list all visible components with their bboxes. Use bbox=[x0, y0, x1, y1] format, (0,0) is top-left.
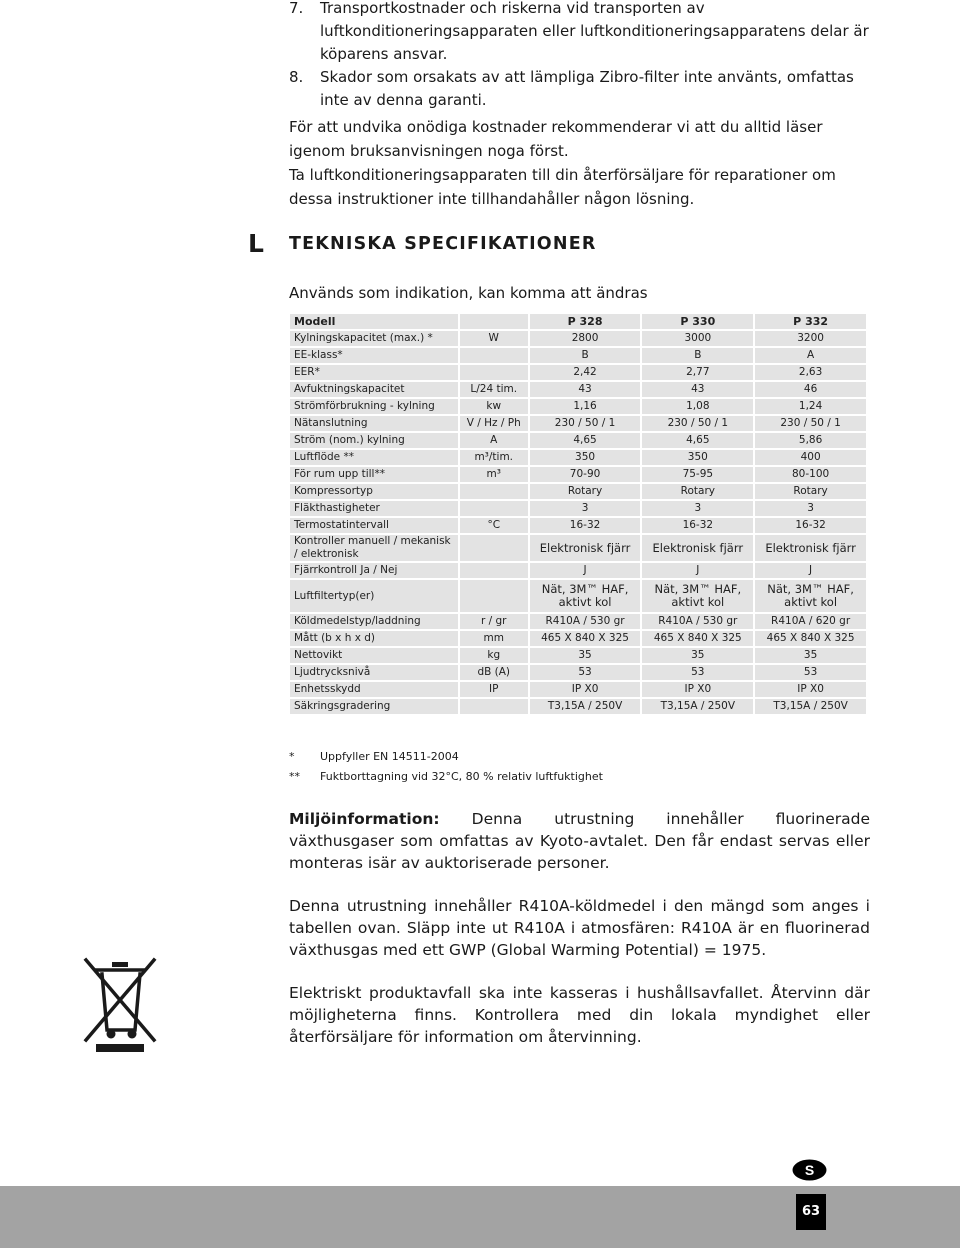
table-cell: 2800 bbox=[530, 331, 641, 346]
table-cell: Nät, 3M™ HAF, aktivt kol bbox=[755, 580, 866, 612]
table-row bbox=[290, 501, 866, 516]
table-cell: 2,77 bbox=[642, 365, 753, 380]
table-cell: 70-90 bbox=[530, 467, 641, 482]
table-cell: 35 bbox=[755, 648, 866, 663]
table-row bbox=[290, 382, 866, 397]
intro-paragraph-1: För att undvika onödiga kostnader rekommenderar vi att du alltid läser igenom bruksanvisningen noga först. bbox=[289, 118, 823, 160]
table-row bbox=[290, 467, 866, 482]
language-code: S bbox=[804, 1162, 815, 1178]
crossed-out-wheelie-bin-icon bbox=[82, 954, 158, 1053]
table-cell bbox=[460, 365, 528, 380]
table-cell bbox=[460, 699, 528, 714]
table-cell: T3,15A / 250V bbox=[642, 699, 753, 714]
table-cell: 465 X 840 X 325 bbox=[642, 631, 753, 646]
table-cell: Luftflöde ** bbox=[290, 450, 458, 465]
footnote-mark: ** bbox=[289, 770, 300, 783]
table-row bbox=[290, 331, 866, 346]
table-cell: m³ bbox=[460, 467, 528, 482]
table-cell: 46 bbox=[755, 382, 866, 397]
specifications-table bbox=[288, 312, 868, 716]
table-row bbox=[290, 665, 866, 680]
table-cell: r / gr bbox=[460, 614, 528, 629]
table-cell: 35 bbox=[530, 648, 641, 663]
table-cell: P 328 bbox=[530, 314, 641, 329]
table-cell: 400 bbox=[755, 450, 866, 465]
table-cell: 53 bbox=[642, 665, 753, 680]
footnote-text: Fuktborttagning vid 32°C, 80 % relativ luftfuktighet bbox=[320, 770, 603, 783]
table-cell: 350 bbox=[642, 450, 753, 465]
list-number: 7. bbox=[289, 0, 304, 17]
table-row bbox=[290, 416, 866, 431]
table-cell: 35 bbox=[642, 648, 753, 663]
warranty-list bbox=[289, 0, 874, 112]
table-cell bbox=[460, 501, 528, 516]
table-cell: Fläkthastigheter bbox=[290, 501, 458, 516]
table-cell: kw bbox=[460, 399, 528, 414]
table-cell: Fjärrkontroll Ja / Nej bbox=[290, 563, 458, 578]
section-letter: L bbox=[248, 229, 264, 258]
table-cell: 3200 bbox=[755, 331, 866, 346]
table-cell: 230 / 50 / 1 bbox=[755, 416, 866, 431]
table-cell: T3,15A / 250V bbox=[755, 699, 866, 714]
table-cell: 230 / 50 / 1 bbox=[642, 416, 753, 431]
table-cell: 16-32 bbox=[755, 518, 866, 533]
table-cell: P 330 bbox=[642, 314, 753, 329]
table-cell: Köldmedelstyp/laddning bbox=[290, 614, 458, 629]
table-cell: B bbox=[530, 348, 641, 363]
table-cell: mm bbox=[460, 631, 528, 646]
table-cell: Nät, 3M™ HAF, aktivt kol bbox=[530, 580, 641, 612]
table-cell bbox=[460, 580, 528, 612]
table-cell: 1,16 bbox=[530, 399, 641, 414]
table-row bbox=[290, 682, 866, 697]
environment-paragraph-3: Elektriskt produktavfall ska inte kasseras i hushållsavfallet. Återvinn där möjligheterna finns. Kontrollera med din lokala myndighet eller återförsäljare för information om återvinning. bbox=[289, 984, 870, 1046]
footnote-mark: * bbox=[289, 750, 295, 763]
table-cell: Nätanslutning bbox=[290, 416, 458, 431]
table-cell: Termostatintervall bbox=[290, 518, 458, 533]
table-row bbox=[290, 563, 866, 578]
environment-text-1: Denna utrustning innehåller fluorinerade växthusgaser som omfattas av Kyoto-avtalet. Den får endast servas eller monteras isär av auktoriserade personer. bbox=[289, 810, 870, 872]
list-item bbox=[289, 0, 874, 66]
environment-paragraph-2: Denna utrustning innehåller R410A-köldmedel i den mängd som anges i tabellen ovan. Släpp inte ut R410A i atmosfären: R410A är en fluorinerad växthusgas med ett GWP (Global Warming Potential) = 1975. bbox=[289, 897, 870, 959]
table-cell: 3 bbox=[642, 501, 753, 516]
environment-label: Miljöinformation: bbox=[289, 810, 440, 828]
table-cell: Nettovikt bbox=[290, 648, 458, 663]
table-cell: Nät, 3M™ HAF, aktivt kol bbox=[642, 580, 753, 612]
table-row bbox=[290, 614, 866, 629]
table-cell: °C bbox=[460, 518, 528, 533]
table-cell: 43 bbox=[642, 382, 753, 397]
language-badge bbox=[792, 1159, 827, 1181]
table-cell: A bbox=[755, 348, 866, 363]
section-subtitle: Används som indikation, kan komma att ändras bbox=[289, 284, 648, 302]
table-cell: IP X0 bbox=[755, 682, 866, 697]
table-row bbox=[290, 699, 866, 714]
table-cell: Modell bbox=[290, 314, 458, 329]
table-cell: 43 bbox=[530, 382, 641, 397]
table-cell: 75-95 bbox=[642, 467, 753, 482]
table-row bbox=[290, 450, 866, 465]
table-cell: J bbox=[530, 563, 641, 578]
table-cell: B bbox=[642, 348, 753, 363]
table-cell: IP X0 bbox=[530, 682, 641, 697]
table-cell: IP X0 bbox=[642, 682, 753, 697]
table-cell bbox=[460, 563, 528, 578]
table-cell: 3 bbox=[755, 501, 866, 516]
table-cell: P 332 bbox=[755, 314, 866, 329]
table-cell: Elektronisk fjärr bbox=[530, 535, 641, 561]
table-cell: R410A / 530 gr bbox=[530, 614, 641, 629]
table-cell: Rotary bbox=[642, 484, 753, 499]
section-title: TEKNISKA SPECIFIKATIONER bbox=[289, 234, 597, 254]
table-cell: V / Hz / Ph bbox=[460, 416, 528, 431]
table-cell: J bbox=[755, 563, 866, 578]
table-cell: L/24 tim. bbox=[460, 382, 528, 397]
list-item bbox=[289, 66, 874, 112]
table-cell: A bbox=[460, 433, 528, 448]
environment-paragraph-1 bbox=[289, 808, 870, 874]
table-cell bbox=[460, 484, 528, 499]
table-cell: 4,65 bbox=[642, 433, 753, 448]
table-cell: 465 X 840 X 325 bbox=[530, 631, 641, 646]
specifications-table-body bbox=[290, 314, 866, 714]
table-cell: T3,15A / 250V bbox=[530, 699, 641, 714]
table-cell: Luftfiltertyp(er) bbox=[290, 580, 458, 612]
table-cell: 5,86 bbox=[755, 433, 866, 448]
table-cell: IP bbox=[460, 682, 528, 697]
list-number: 8. bbox=[289, 68, 304, 86]
table-cell bbox=[460, 348, 528, 363]
table-cell: Säkringsgradering bbox=[290, 699, 458, 714]
table-cell: 53 bbox=[530, 665, 641, 680]
page-number: 63 bbox=[796, 1194, 826, 1230]
table-cell: Rotary bbox=[755, 484, 866, 499]
table-cell: J bbox=[642, 563, 753, 578]
table-cell: Ljudtrycksnivå bbox=[290, 665, 458, 680]
table-cell: dB (A) bbox=[460, 665, 528, 680]
table-row bbox=[290, 399, 866, 414]
table-cell: 465 X 840 X 325 bbox=[755, 631, 866, 646]
footnote-text: Uppfyller EN 14511-2004 bbox=[320, 750, 459, 763]
table-row bbox=[290, 535, 866, 561]
table-cell: W bbox=[460, 331, 528, 346]
table-cell: Rotary bbox=[530, 484, 641, 499]
table-cell: EE-klass* bbox=[290, 348, 458, 363]
table-cell: 3000 bbox=[642, 331, 753, 346]
table-cell: 230 / 50 / 1 bbox=[530, 416, 641, 431]
table-cell: Elektronisk fjärr bbox=[755, 535, 866, 561]
table-cell: 3 bbox=[530, 501, 641, 516]
table-cell: Kylningskapacitet (max.) * bbox=[290, 331, 458, 346]
table-cell: Avfuktningskapacitet bbox=[290, 382, 458, 397]
table-cell bbox=[460, 535, 528, 561]
table-cell: 2,42 bbox=[530, 365, 641, 380]
table-cell: 16-32 bbox=[642, 518, 753, 533]
table-row bbox=[290, 365, 866, 380]
table-cell: R410A / 620 gr bbox=[755, 614, 866, 629]
table-header-row bbox=[290, 314, 866, 329]
table-cell: 2,63 bbox=[755, 365, 866, 380]
table-cell: kg bbox=[460, 648, 528, 663]
table-cell: Enhetsskydd bbox=[290, 682, 458, 697]
table-cell: Mått (b x h x d) bbox=[290, 631, 458, 646]
list-text: Transportkostnader och riskerna vid transporten av luftkonditioneringsapparaten eller luftkonditioneringsapparatens delar är köparens ansvar. bbox=[320, 0, 869, 63]
list-text: Skador som orsakats av att lämpliga Zibro-filter inte använts, omfattas inte av denna garanti. bbox=[320, 68, 854, 109]
table-cell: Ström (nom.) kylning bbox=[290, 433, 458, 448]
table-row bbox=[290, 348, 866, 363]
table-row bbox=[290, 631, 866, 646]
table-cell: 350 bbox=[530, 450, 641, 465]
table-cell: 53 bbox=[755, 665, 866, 680]
table-cell: 4,65 bbox=[530, 433, 641, 448]
table-cell: R410A / 530 gr bbox=[642, 614, 753, 629]
table-cell: Strömförbrukning - kylning bbox=[290, 399, 458, 414]
table-cell: m³/tim. bbox=[460, 450, 528, 465]
table-cell: EER* bbox=[290, 365, 458, 380]
table-cell: 16-32 bbox=[530, 518, 641, 533]
table-row bbox=[290, 648, 866, 663]
table-cell: 1,24 bbox=[755, 399, 866, 414]
table-row bbox=[290, 484, 866, 499]
table-cell: 80-100 bbox=[755, 467, 866, 482]
table-row bbox=[290, 433, 866, 448]
intro-paragraph-2: Ta luftkonditioneringsapparaten till din återförsäljare för reparationer om dessa instruktioner inte tillhandahåller någon lösning. bbox=[289, 166, 836, 208]
table-row bbox=[290, 580, 866, 612]
table-cell: Kompressortyp bbox=[290, 484, 458, 499]
table-cell: För rum upp till** bbox=[290, 467, 458, 482]
table-cell: 1,08 bbox=[642, 399, 753, 414]
table-cell: Elektronisk fjärr bbox=[642, 535, 753, 561]
table-row bbox=[290, 518, 866, 533]
table-cell: Kontroller manuell / mekanisk / elektronisk bbox=[290, 535, 458, 561]
table-cell bbox=[460, 314, 528, 329]
